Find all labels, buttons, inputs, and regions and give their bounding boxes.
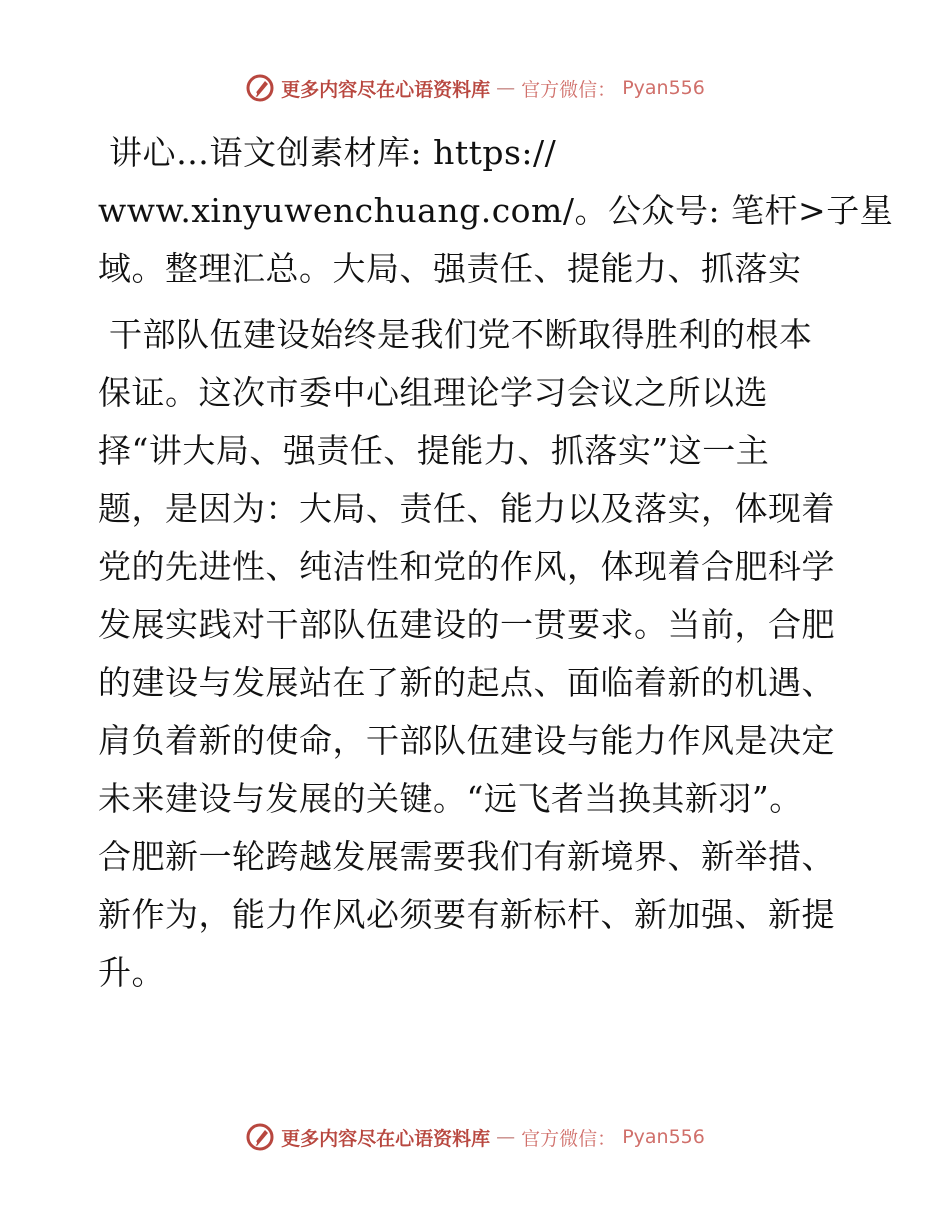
watermark-wechat-id: Pyan556: [622, 77, 705, 99]
body-line: 发展实践对干部队伍建设的一贯要求。当前，合肥: [98, 605, 835, 644]
body-line: 党的先进性、纯洁性和党的作风，体现着合肥科学: [98, 547, 835, 586]
watermark-wechat-id: Pyan556: [622, 1126, 705, 1148]
watermark-main-text: 更多内容尽在心语资料库: [281, 1127, 491, 1150]
pen-circle-logo-icon: [245, 1122, 275, 1152]
body-line: 新作为，能力作风必须要有新标杆、新加强、新提: [98, 895, 835, 934]
document-body: [98, 124, 894, 1002]
header-line: 讲心…语文创素材库: https://: [98, 133, 557, 172]
footer-watermark: [0, 1122, 950, 1152]
watermark-separator: —: [496, 1126, 516, 1148]
body-line: 择“讲大局、强责任、提能力、抓落实”这一主: [98, 431, 770, 470]
watermark-wechat-label: 官方微信：: [521, 78, 617, 101]
watermark-separator: —: [496, 77, 516, 99]
body-line: 干部队伍建设始终是我们党不断取得胜利的根本: [98, 315, 813, 354]
watermark-main-text: 更多内容尽在心语资料库: [281, 78, 491, 101]
watermark-wechat-label: 官方微信：: [521, 1127, 617, 1150]
body-line: 肩负着新的使命，干部队伍建设与能力作风是决定: [98, 721, 835, 760]
body-line: 未来建设与发展的关键。“远飞者当换其新羽”。: [98, 779, 803, 818]
body-line: 的建设与发展站在了新的起点、面临着新的机遇、: [98, 663, 835, 702]
pen-circle-logo-icon: [245, 73, 275, 103]
header-watermark: [0, 73, 950, 103]
body-line: 保证。这次市委中心组理论学习会议之所以选: [98, 373, 768, 412]
header-line: www.xinyuwenchuang.com/。公众号: 笔杆>子星: [98, 191, 894, 230]
paragraph-gap: [98, 298, 858, 306]
body-line: 合肥新一轮跨越发展需要我们有新境界、新举措、: [98, 837, 835, 876]
body-line: 题，是因为：大局、责任、能力以及落实，体现着: [98, 489, 835, 528]
header-line: 域。整理汇总。大局、强责任、提能力、抓落实: [98, 249, 802, 288]
body-line: 升。: [98, 953, 165, 992]
